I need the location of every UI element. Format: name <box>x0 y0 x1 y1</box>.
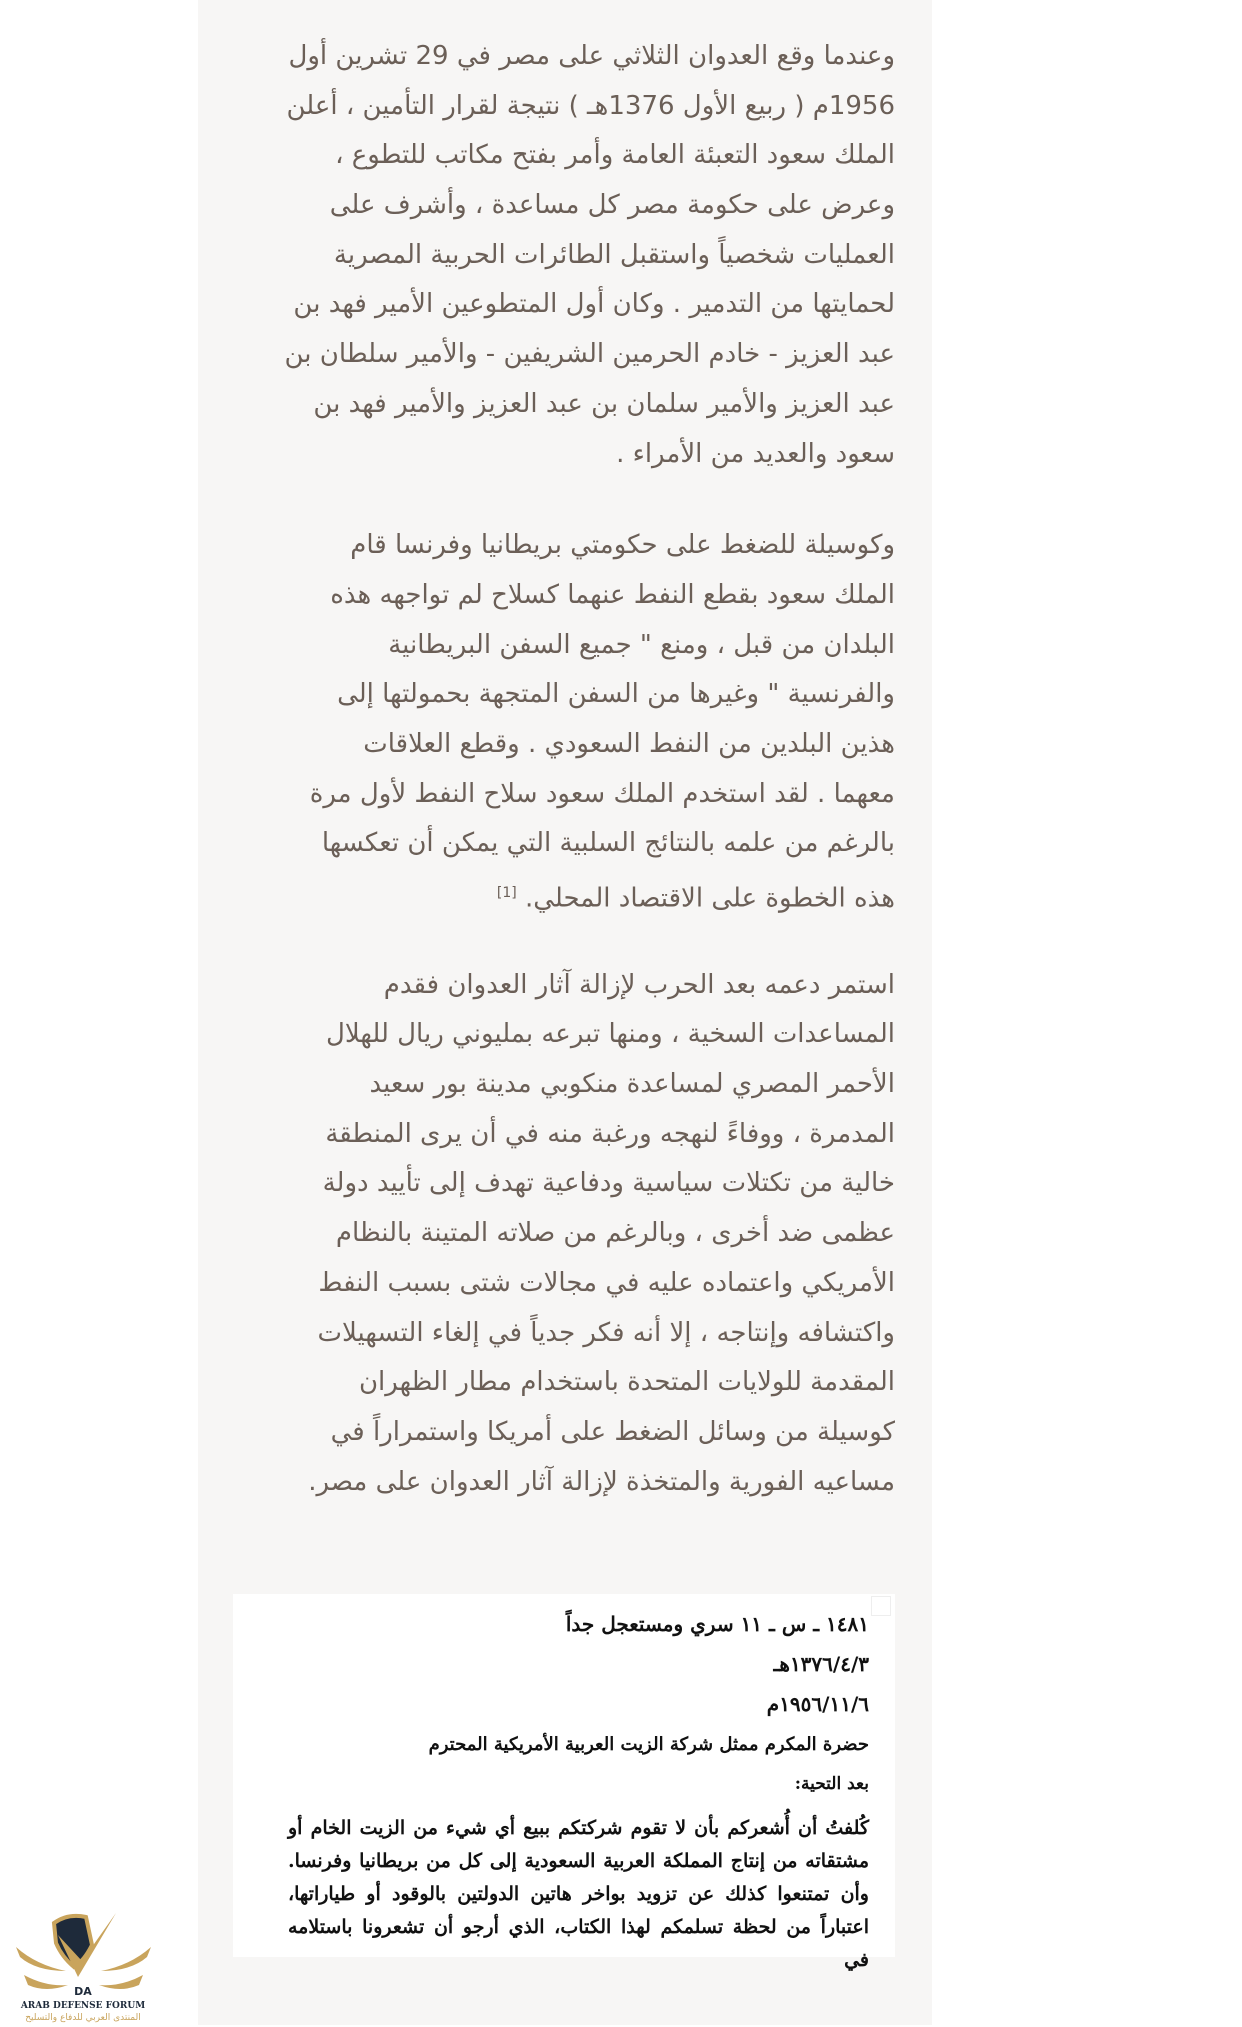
line-text: وعرض على حكومة مصر كل مساعدة ، وأشرف على <box>329 190 895 221</box>
line-text: 1956م ( ربيع الأول 1376هـ ) نتيجة لقرار التأمين ، أعلن <box>286 90 895 121</box>
paragraph-line <box>233 82 895 132</box>
paragraph-line <box>233 1010 895 1060</box>
paragraph-line <box>233 430 895 480</box>
shield-wings-icon <box>6 1905 161 2023</box>
paragraph-line <box>233 32 895 82</box>
paragraph-line <box>233 1358 895 1408</box>
line-text: عظمى ضد أخرى ، وبالرغم من صلاته المتينة بالنظام <box>335 1218 895 1249</box>
paragraph-line <box>233 131 895 181</box>
line-text: البلدان من قبل ، ومنع " جميع السفن البريطانية <box>388 629 895 660</box>
line-text: خالية من تكتلات سياسية ودفاعية تهدف إلى تأييد دولة <box>322 1168 895 1199</box>
line-text: الأمريكي واعتماده عليه في مجالات شتى بسبب النفط <box>318 1267 895 1298</box>
document-date-hijri: ١٣٧٦/٤/٣هـ <box>773 1652 869 1676</box>
logo-monogram: DA <box>74 1985 92 1998</box>
document-date-gregorian: ١٩٥٦/١١/٦م <box>766 1692 869 1716</box>
paragraph-line <box>233 770 895 820</box>
line-text: كوسيلة من وسائل الضغط على أمريكا واستمراراً في <box>330 1416 895 1447</box>
line-text: سعود والعديد من الأمراء . <box>616 438 895 469</box>
paragraph-line <box>233 181 895 231</box>
line-text: هذين البلدين من النفط السعودي . وقطع العلاقات <box>363 728 895 759</box>
line-text: العمليات شخصياً واستقبل الطائرات الحربية المصرية <box>333 239 895 270</box>
paragraph-line <box>233 1209 895 1259</box>
line-text: واكتشافه وإنتاجه ، إلا أنه فكر جدياً في إلغاء التسهيلات <box>317 1317 895 1348</box>
document-greeting: بعد التحية: <box>794 1774 869 1794</box>
line-text: والفرنسية " وغيرها من السفن المتجهة بحمولتها إلى <box>337 679 895 710</box>
document-body: كُلفتُ أن أُشعركم بأن لا تقوم شركتكم ببيع أي شيء من الزيت الخام أو مشتقاته من إنتاج المملكة العربية السعودية إلى كل من بريطانيا وفرنسا. وأن تمتنعوا كذلك عن تزويد بواخر هاتين الدولتين بالوقود أو طياراتها، اعتباراً من لحظة تسلمكم لهذا الكتاب، الذي أرجو أن تشعرونا باستلامه في <box>288 1817 869 1971</box>
line-text: عبد العزيز - خادم الحرمين الشريفين - والأمير سلطان بن <box>284 339 895 370</box>
line-text: استمر دعمه بعد الحرب لإزالة آثار العدوان فقدم <box>383 969 895 1000</box>
line-text: الملك سعود التعبئة العامة وأمر بفتح مكاتب للتطوع ، <box>335 140 895 171</box>
paragraph-line <box>233 280 895 330</box>
image-expand-icon[interactable] <box>871 1596 891 1616</box>
paragraph-line <box>233 819 895 869</box>
article-paragraph <box>233 521 895 919</box>
article-paragraph <box>233 961 895 1508</box>
historical-document-image <box>233 1594 895 1971</box>
document-addressee: حضرة المكرم ممثل شركة الزيت العربية الأمريكية المحترم <box>428 1734 869 1755</box>
article-body <box>233 32 895 1549</box>
line-text: المساعدات السخية ، ومنها تبرعه بمليوني ريال للهلال <box>325 1019 895 1050</box>
paragraph-line <box>233 1159 895 1209</box>
line-text: الملك سعود بقطع النفط عنهما كسلاح لم تواجهه هذه <box>330 579 895 610</box>
paragraph-line <box>233 231 895 281</box>
line-text: عبد العزيز والأمير سلمان بن عبد العزيز والأمير فهد بن <box>313 388 895 419</box>
footnote-link[interactable]: [1] <box>496 885 517 901</box>
paragraph-line <box>233 380 895 430</box>
logo-name-en: ARAB DEFENSE FORUM <box>20 2001 146 2011</box>
paragraph-line <box>233 621 895 671</box>
logo-name-ar: المنتدى العربي للدفاع والتسليح <box>25 2013 141 2023</box>
line-text: وكوسيلة للضغط على حكومتي بريطانيا وفرنسا قام <box>350 530 895 561</box>
paragraph-line <box>233 869 895 919</box>
document-reference: ١٤٨١ ـ س ـ ١١ سري ومستعجل جداً <box>565 1612 869 1636</box>
paragraph-line <box>233 1408 895 1458</box>
paragraph-line <box>233 1060 895 1110</box>
line-text: المقدمة للولايات المتحدة باستخدام مطار الظهران <box>358 1367 895 1398</box>
paragraph-line <box>233 571 895 621</box>
paragraph-line <box>233 961 895 1011</box>
line-text: وعندما وقع العدوان الثلاثي على مصر في 29 تشرين أول <box>288 41 895 71</box>
paragraph-line <box>233 330 895 380</box>
line-text: بالرغم من علمه بالنتائج السلبية التي يمكن أن تعكسها <box>321 828 895 859</box>
paragraph-line <box>233 1458 895 1508</box>
article-paragraph <box>233 32 895 479</box>
paragraph-line <box>233 1110 895 1160</box>
line-text: المدمرة ، ووفاءً لنهجه ورغبة منه في أن يرى المنطقة <box>325 1118 895 1149</box>
line-text: معهما . لقد استخدم الملك سعود سلاح النفط لأول مرة <box>309 778 895 809</box>
line-text: لحمايتها من التدمير . وكان أول المتطوعين الأمير فهد بن <box>293 289 895 320</box>
paragraph-line <box>233 521 895 571</box>
line-text: الأحمر المصري لمساعدة منكوبي مدينة بور سعيد <box>369 1069 895 1100</box>
paragraph-line <box>233 720 895 770</box>
arab-defense-forum-logo <box>6 1905 161 2023</box>
line-text: هذه الخطوة على الاقتصاد المحلي. <box>524 883 895 914</box>
paragraph-line <box>233 1309 895 1359</box>
line-text: مساعيه الفورية والمتخذة لإزالة آثار العدوان على مصر. <box>308 1466 895 1497</box>
paragraph-line <box>233 1259 895 1309</box>
paragraph-line <box>233 670 895 720</box>
